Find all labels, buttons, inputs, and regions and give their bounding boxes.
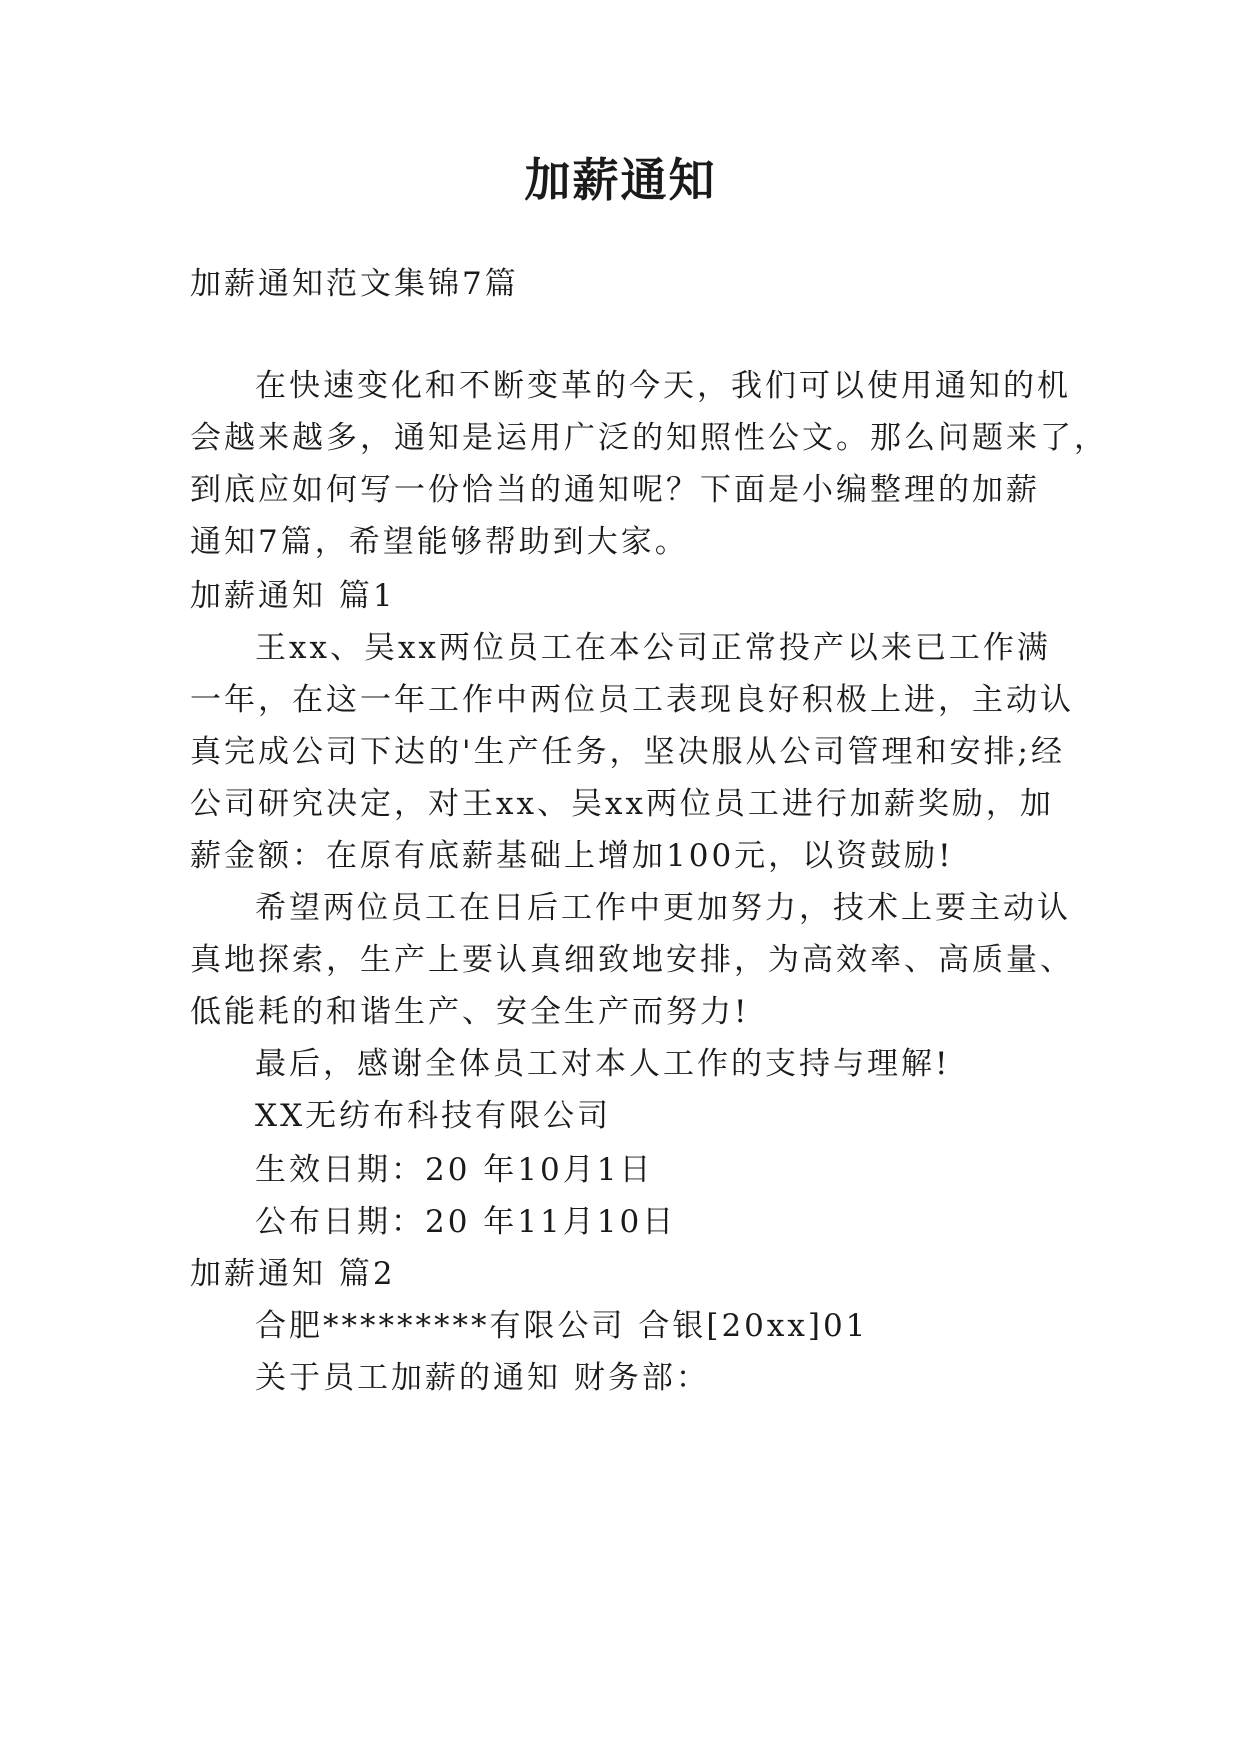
intro-line: 会越来越多，通知是运用广泛的知照性公文。那么问题来了， (190, 420, 1108, 456)
body-line: 真地探索，生产上要认真细致地安排，为高效率、高质量、 (190, 942, 1074, 978)
body-line: 希望两位员工在日后工作中更加努力，技术上要主动认 (255, 890, 1071, 926)
body-line: 薪金额：在原有底薪基础上增加100元，以资鼓励! (190, 838, 954, 874)
body-line: 低能耗的和谐生产、安全生产而努力! (190, 994, 750, 1030)
section-heading: 加薪通知 篇2 (190, 1256, 396, 1292)
body-line: 一年，在这一年工作中两位员工表现良好积极上进，主动认 (190, 682, 1074, 718)
body-line: 公司研究决定，对王xx、吴xx两位员工进行加薪奖励，加 (190, 786, 1054, 822)
body-line: 关于员工加薪的通知 财务部： (255, 1360, 710, 1396)
intro-line: 通知7篇，希望能够帮助到大家。 (190, 524, 689, 560)
publish-date: 公布日期：20 年11月10日 (255, 1204, 677, 1240)
section-heading: 加薪通知 篇1 (190, 578, 396, 614)
body-line: 王xx、吴xx两位员工在本公司正常投产以来已工作满 (255, 630, 1051, 666)
effective-date: 生效日期：20 年10月1日 (255, 1152, 654, 1188)
thanks-line: 最后，感谢全体员工对本人工作的支持与理解! (255, 1046, 951, 1082)
intro-line: 到底应如何写一份恰当的通知呢？下面是小编整理的加薪 (190, 472, 1040, 508)
document-subtitle: 加薪通知范文集锦7篇 (190, 266, 519, 302)
document-title: 加薪通知 (524, 153, 717, 207)
body-line: 真完成公司下达的'生产任务，坚决服从公司管理和安排;经 (190, 734, 1065, 770)
intro-line: 在快速变化和不断变革的今天，我们可以使用通知的机 (255, 368, 1071, 404)
company-name: XX无纺布科技有限公司 (255, 1098, 612, 1134)
body-line: 合肥*********有限公司 合银[20xx]01 (255, 1308, 869, 1344)
